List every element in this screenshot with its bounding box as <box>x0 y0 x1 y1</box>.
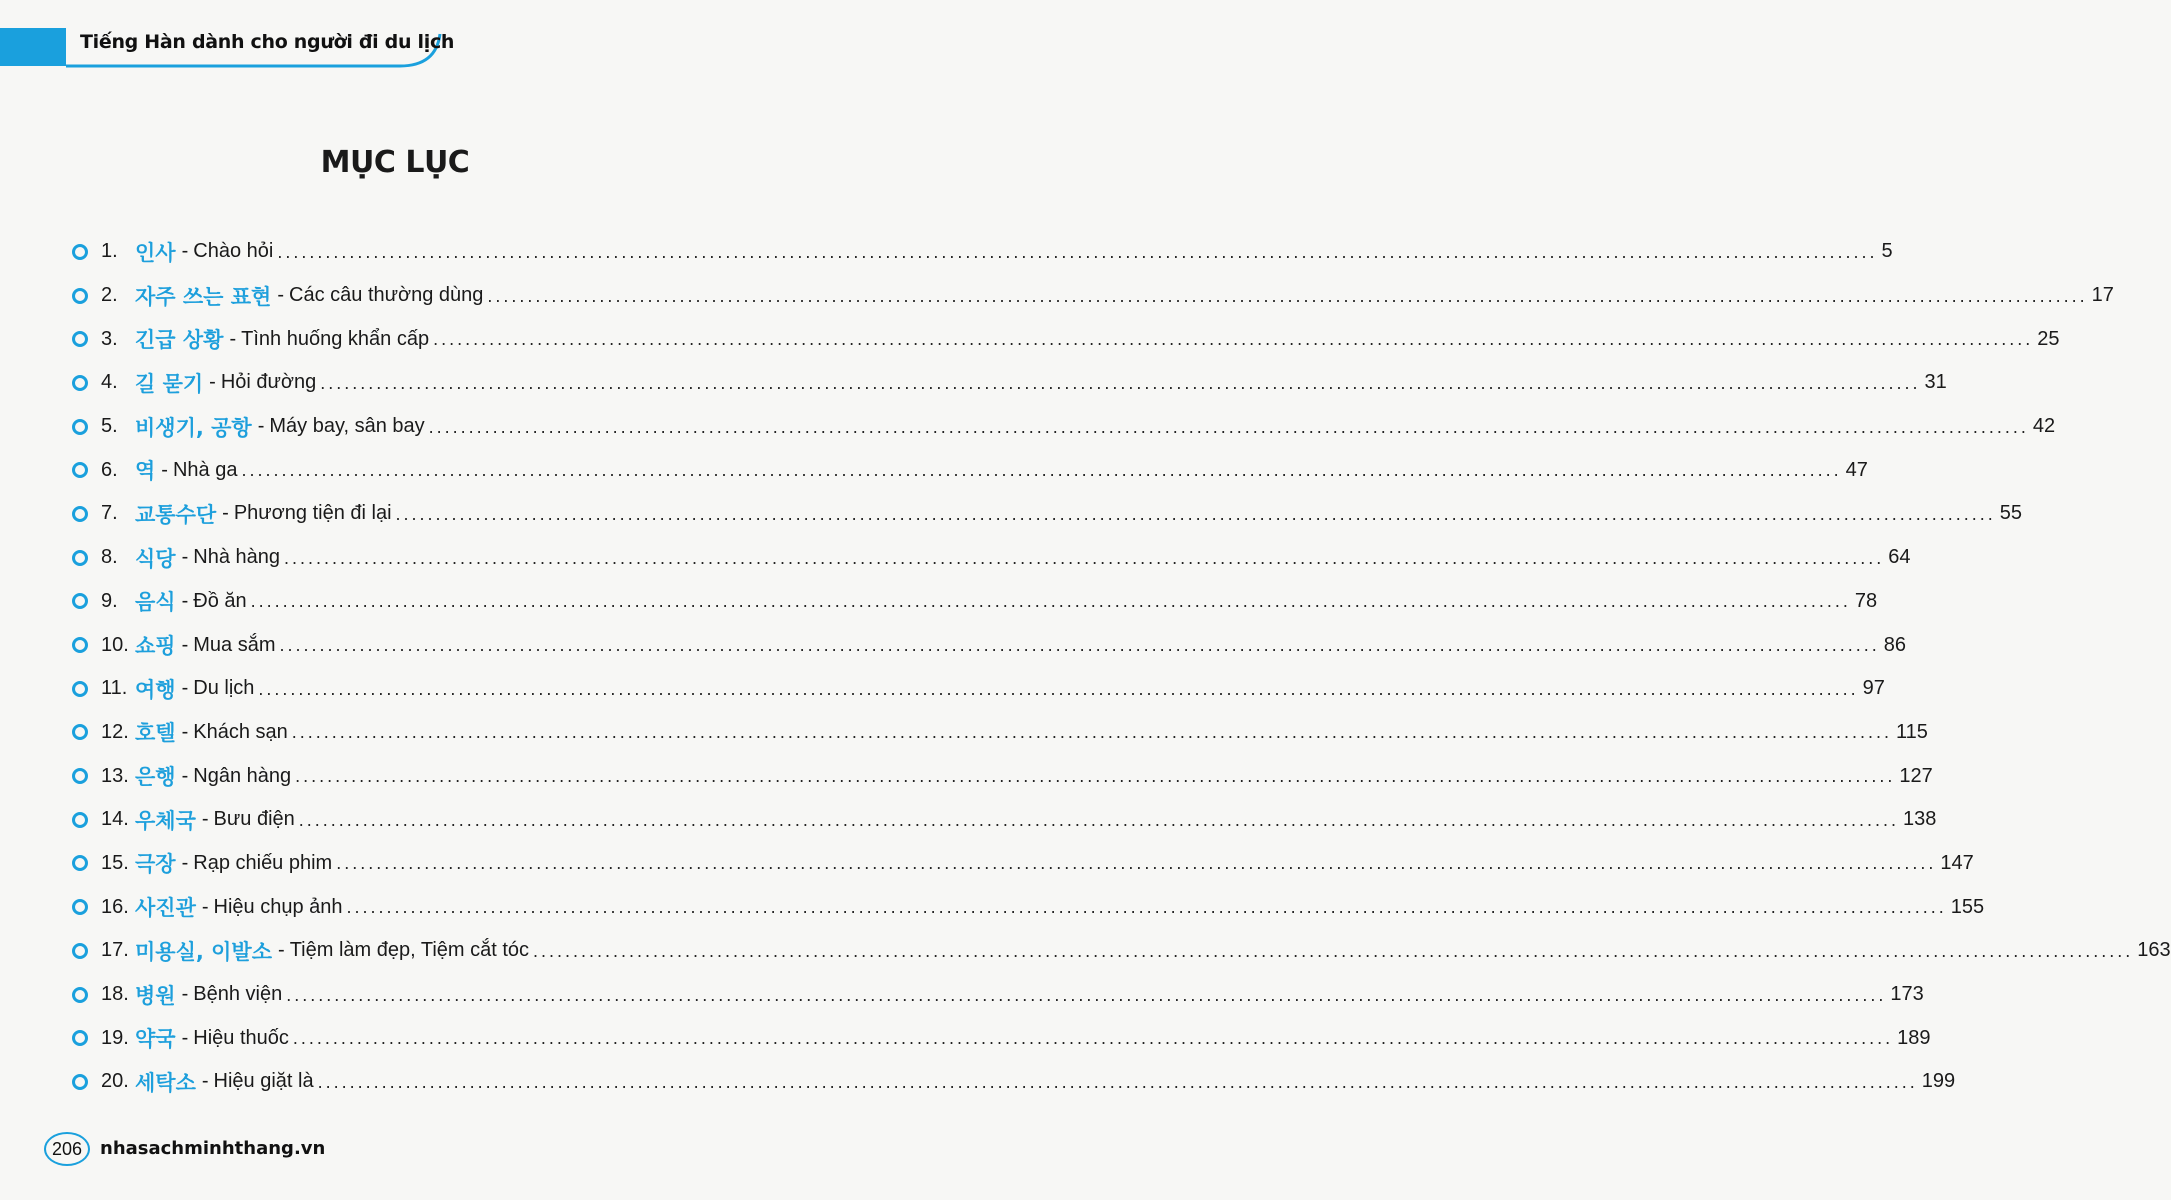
toc-page: 138 <box>1902 808 1937 831</box>
dot-leader: ........................................................................................................................................................................................................ <box>258 678 1859 699</box>
toc-number: 9. <box>101 589 118 612</box>
toc-number: 3. <box>101 327 118 350</box>
toc-korean: 역 <box>135 459 156 484</box>
toc-number: 18. <box>101 983 129 1006</box>
toc-dash: - <box>229 327 237 350</box>
toc-dash: - <box>181 546 189 569</box>
toc-dash: - <box>181 633 189 656</box>
dot-leader: ........................................................................................................................................................................................................ <box>487 285 2088 306</box>
toc-page: 47 <box>1845 458 1868 481</box>
dot-leader: ........................................................................................................................................................................................................ <box>298 809 1899 830</box>
page-number: 206 <box>44 1132 90 1166</box>
toc-korean: 은행 <box>135 765 176 790</box>
toc-dash: - <box>257 415 265 438</box>
toc-item[interactable] <box>72 754 1933 798</box>
bullet-circle-icon <box>72 637 88 653</box>
toc-page: 86 <box>1883 633 1906 656</box>
toc-vietnamese: Tình huống khẩn cấp <box>241 327 430 350</box>
toc-dash: - <box>181 677 189 700</box>
bullet-circle-icon <box>72 462 88 478</box>
toc-vietnamese: Mua sắm <box>193 633 276 656</box>
toc-number: 20. <box>101 1070 129 1093</box>
toc-dash: - <box>222 502 229 525</box>
dot-leader: ........................................................................................................................................................................................................ <box>533 940 2134 961</box>
toc-dash: - <box>181 240 189 263</box>
bullet-circle-icon <box>72 331 88 347</box>
toc-page: 17 <box>2091 284 2114 307</box>
bullet-circle-icon <box>72 812 88 828</box>
toc-number: 11. <box>101 677 128 700</box>
bullet-circle-icon <box>72 1074 88 1090</box>
dot-leader: ........................................................................................................................................................................................................ <box>241 460 1842 481</box>
toc-dash: - <box>181 720 189 743</box>
toc-korean: 쇼핑 <box>135 634 176 659</box>
toc-vietnamese: Hiệu giặt là <box>213 1070 314 1093</box>
toc-item[interactable] <box>72 929 2171 973</box>
toc-korean: 비생기, 공항 <box>135 415 252 440</box>
toc-vietnamese: Phương tiện đi lại <box>233 502 392 525</box>
toc-number: 14. <box>101 808 129 831</box>
dot-leader: ........................................................................................................................................................................................................ <box>284 547 1885 568</box>
toc-item[interactable] <box>72 580 1878 624</box>
toc-item[interactable] <box>72 798 1937 842</box>
dot-leader: ........................................................................................................................................................................................................ <box>346 897 1947 918</box>
toc-korean: 미용실, 이발소 <box>135 939 273 964</box>
toc-number: 19. <box>101 1026 129 1049</box>
toc-vietnamese: Đồ ăn <box>193 589 247 612</box>
toc-page: 97 <box>1862 677 1885 700</box>
toc-korean: 여행 <box>135 677 176 702</box>
toc-vietnamese: Bưu điện <box>213 808 295 831</box>
bullet-circle-icon <box>72 288 88 304</box>
toc-number: 6. <box>101 458 118 481</box>
toc-page: 163 <box>2137 939 2171 962</box>
toc-number: 13. <box>101 764 129 787</box>
bullet-circle-icon <box>72 724 88 740</box>
toc-korean: 교통수단 <box>135 502 217 527</box>
toc-number: 17. <box>101 939 129 962</box>
toc-number: 2. <box>101 284 118 307</box>
toc-vietnamese: Du lịch <box>193 677 255 700</box>
toc-vietnamese: Khách sạn <box>193 720 288 743</box>
toc-number: 5. <box>101 415 118 438</box>
toc-vietnamese: Tiệm làm đẹp, Tiệm cắt tóc <box>289 939 530 962</box>
toc-item[interactable] <box>72 885 1985 929</box>
toc-dash: - <box>181 589 189 612</box>
toc-number: 15. <box>101 851 129 874</box>
toc-item[interactable] <box>72 317 2060 361</box>
toc-korean: 인사 <box>135 240 176 265</box>
toc-number: 4. <box>101 371 118 394</box>
bullet-circle-icon <box>72 244 88 260</box>
toc-korean: 병원 <box>135 983 176 1008</box>
bullet-circle-icon <box>72 768 88 784</box>
toc-vietnamese: Bệnh viện <box>193 983 283 1006</box>
toc-page: 25 <box>2037 327 2060 350</box>
dot-leader: ........................................................................................................................................................................................................ <box>320 372 1921 393</box>
toc-dash: - <box>181 1026 189 1049</box>
toc-page: 42 <box>2032 415 2056 438</box>
toc-dash: - <box>209 371 216 394</box>
bullet-circle-icon <box>72 506 88 522</box>
toc-page: 127 <box>1899 764 1933 787</box>
toc-vietnamese: Chào hỏi <box>193 240 274 263</box>
toc-number: 1. <box>101 240 118 263</box>
toc-item[interactable] <box>72 842 1974 886</box>
toc-dash: - <box>278 939 285 962</box>
dot-leader: ........................................................................................................................................................................................................ <box>277 241 1878 262</box>
toc-korean: 극장 <box>135 852 176 877</box>
toc-vietnamese: Hỏi đường <box>220 371 317 394</box>
toc-korean: 약국 <box>135 1027 176 1052</box>
toc-item[interactable] <box>72 973 1924 1017</box>
dot-leader: ........................................................................................................................................................................................................ <box>292 1028 1894 1049</box>
dot-leader: ........................................................................................................................................................................................................ <box>317 1071 1918 1092</box>
toc-number: 16. <box>101 895 129 918</box>
toc-korean: 자주 쓰는 표현 <box>135 284 272 309</box>
footer-site: nhasachminhthang.vn <box>100 1138 326 1159</box>
toc-page: 78 <box>1854 589 1878 612</box>
toc-item[interactable] <box>72 536 1911 580</box>
toc-korean: 긴급 상황 <box>135 328 224 353</box>
toc-dash: - <box>201 895 209 918</box>
toc-page: 5 <box>1881 240 1893 263</box>
bullet-circle-icon <box>72 375 88 391</box>
toc-item[interactable] <box>72 1016 1931 1060</box>
dot-leader: ........................................................................................................................................................................................................ <box>250 591 1851 612</box>
toc-item[interactable] <box>72 405 2056 449</box>
toc-korean: 식당 <box>135 546 176 571</box>
toc-korean: 음식 <box>135 590 176 615</box>
toc-item[interactable] <box>72 623 1906 667</box>
toc-vietnamese: Nhà hàng <box>193 546 280 569</box>
toc-korean: 길 묻기 <box>135 371 204 396</box>
toc-item[interactable] <box>72 1060 1956 1104</box>
toc-item[interactable] <box>72 711 1928 755</box>
toc-item[interactable] <box>72 448 1868 492</box>
header-bar <box>0 0 790 70</box>
toc-page: 64 <box>1888 546 1911 569</box>
toc-number: 7. <box>101 502 118 525</box>
toc-dash: - <box>181 851 189 874</box>
toc-list <box>72 230 2171 1104</box>
toc-item[interactable] <box>72 274 2114 318</box>
toc-korean: 사진관 <box>135 896 196 921</box>
bullet-circle-icon <box>72 899 88 915</box>
page-title: MỤC LỤC <box>320 145 470 180</box>
toc-dash: - <box>201 1070 209 1093</box>
toc-vietnamese: Các câu thường dùng <box>289 284 484 307</box>
dot-leader: ........................................................................................................................................................................................................ <box>428 416 2029 437</box>
bullet-circle-icon <box>72 855 88 871</box>
toc-page: 173 <box>1890 983 1924 1006</box>
toc-dash: - <box>181 764 189 787</box>
toc-vietnamese: Nhà ga <box>172 458 238 481</box>
bullet-circle-icon <box>72 593 88 609</box>
toc-korean: 우체국 <box>135 808 196 833</box>
toc-page: 115 <box>1895 720 1928 743</box>
toc-item[interactable] <box>72 361 1947 405</box>
toc-item[interactable] <box>72 230 1893 274</box>
toc-item[interactable] <box>72 492 2022 536</box>
toc-page: 199 <box>1921 1070 1956 1093</box>
toc-dash: - <box>181 983 189 1006</box>
dot-leader: ........................................................................................................................................................................................................ <box>336 853 1937 874</box>
toc-number: 8. <box>101 546 118 569</box>
toc-vietnamese: Hiệu chụp ảnh <box>213 895 343 918</box>
toc-korean: 호텔 <box>135 721 176 746</box>
dot-leader: ........................................................................................................................................................................................................ <box>279 635 1880 656</box>
bullet-circle-icon <box>72 681 88 697</box>
dot-leader: ........................................................................................................................................................................................................ <box>433 329 2034 350</box>
toc-page: 189 <box>1897 1026 1931 1049</box>
toc-page: 147 <box>1940 851 1974 874</box>
toc-vietnamese: Rạp chiếu phim <box>193 851 333 874</box>
header-title: Tiếng Hàn dành cho người đi du lịch <box>80 31 455 53</box>
toc-vietnamese: Ngân hàng <box>193 764 292 787</box>
toc-dash: - <box>201 808 209 831</box>
bullet-circle-icon <box>72 943 88 959</box>
toc-page: 31 <box>1924 371 1947 394</box>
bullet-circle-icon <box>72 419 88 435</box>
dot-leader: ........................................................................................................................................................................................................ <box>286 984 1887 1005</box>
toc-dash: - <box>161 458 168 481</box>
toc-number: 10. <box>101 633 129 656</box>
toc-page: 155 <box>1950 895 1985 918</box>
bullet-circle-icon <box>72 1030 88 1046</box>
dot-leader: ........................................................................................................................................................................................................ <box>395 503 1996 524</box>
bullet-circle-icon <box>72 987 88 1003</box>
toc-korean: 세탁소 <box>135 1070 196 1095</box>
toc-page: 55 <box>1999 502 2022 525</box>
toc-dash: - <box>277 284 285 307</box>
bullet-circle-icon <box>72 550 88 566</box>
toc-number: 12. <box>101 720 129 743</box>
toc-vietnamese: Máy bay, sân bay <box>269 415 425 438</box>
toc-vietnamese: Hiệu thuốc <box>193 1026 289 1049</box>
toc-item[interactable] <box>72 667 1885 711</box>
dot-leader: ........................................................................................................................................................................................................ <box>295 766 1896 787</box>
dot-leader: ........................................................................................................................................................................................................ <box>291 722 1892 743</box>
